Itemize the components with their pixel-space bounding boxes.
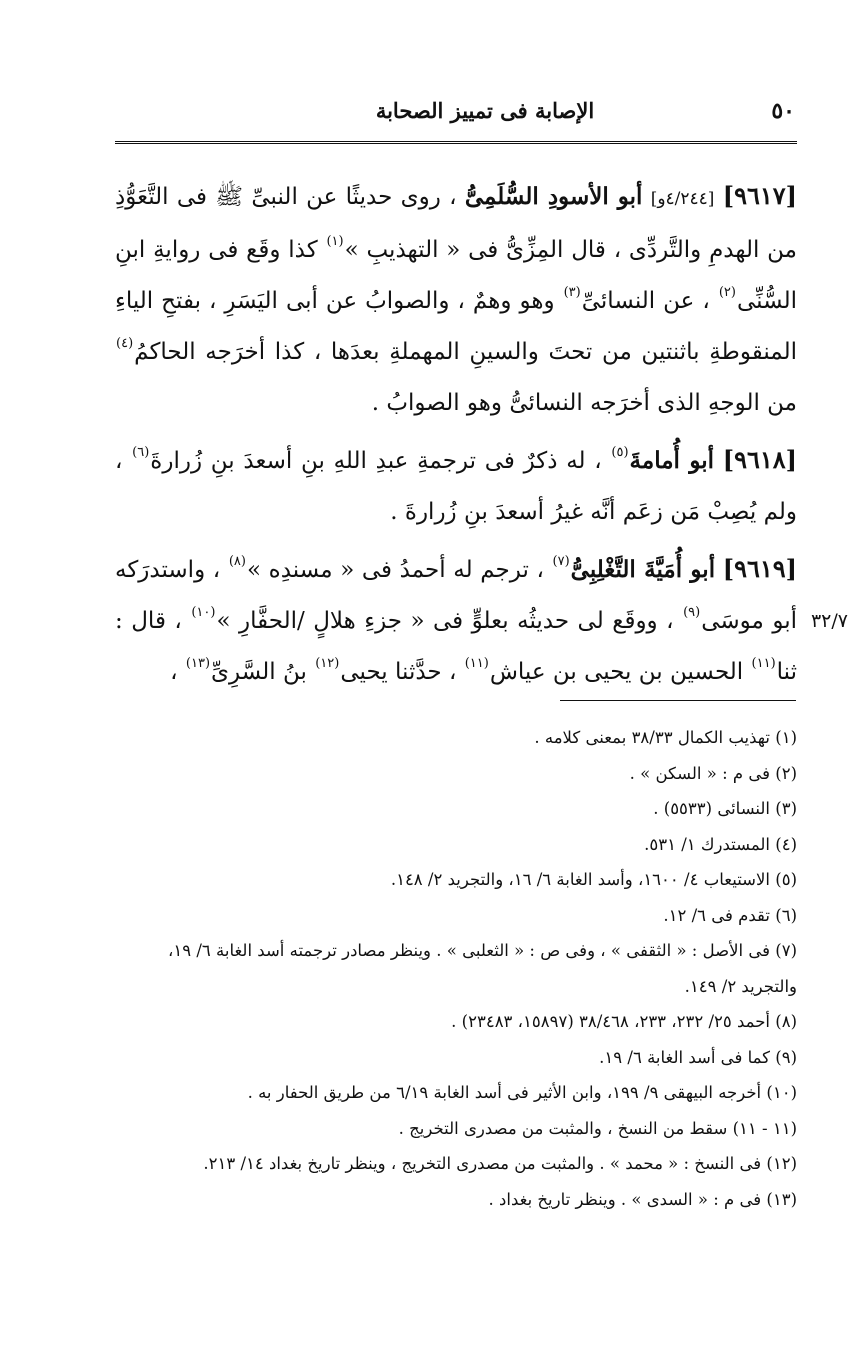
footnote: (٣) النسائى (٥٥٣٣) . (653, 799, 797, 818)
entry-name: أبو أُمامةَ (629, 447, 714, 474)
header-rule (115, 141, 797, 144)
entry-name: أبو أُمَيَّةَ التَّغْلِبِىُّ (570, 556, 716, 583)
entry-text: الحسين بن يحيى بن عياش (489, 659, 744, 685)
entry-9619 (115, 543, 797, 698)
footnote-rule (560, 700, 796, 701)
footnote: (١) تهذيب الكمال ٣٨/٣٣ بمعنى كلامه . (534, 728, 797, 747)
entry-text: بنُ السَّرِىِّ (211, 659, 307, 685)
margin-note: ٣٢/٧ (810, 610, 848, 632)
entry-text: ، روى حديثًا عن النبىِّ ﷺ فى التَّعَوُّذِ من الهدمِ والتَّردِّى ، قال المِزِّىُّ فى « التهذيبِ » (115, 184, 797, 263)
footnote-marker[interactable]: (٧) (552, 554, 570, 569)
entry-text: ، عن النسائىِّ (581, 288, 710, 314)
footnote-marker[interactable]: (٤) (116, 336, 134, 351)
page-header (115, 92, 795, 140)
entry-9618 (115, 434, 797, 538)
manuscript-ref: [٤/٢٤٤و] (650, 189, 715, 209)
footnote-marker[interactable]: (١١) (464, 656, 489, 671)
footnote: (٧) فى الأصل : « الثقفى » ، وفى ص : « الثعلبى » . وينظر مصادر ترجمته أسد الغابة ٦/ ١٩، والتجريد ٢/ ١٤٩. (168, 941, 797, 996)
footnote: (٤) المستدرك ١/ ٥٣١. (644, 834, 797, 854)
entry-text: ، ووقَع لى حديثُه بعلوٍّ فى « جزءِ هلالٍ /الحفَّارِ » (216, 608, 674, 634)
entry-text: ، قال : ثنا (115, 608, 797, 685)
page-number: ٥٠ (771, 98, 795, 124)
entry-text: ، (170, 659, 178, 685)
footnote-marker[interactable]: (٨) (228, 554, 246, 569)
entry-number: [٩٦١٨] (722, 445, 797, 474)
footnote: (١٢) فى النسخ : « محمد » . والمثبت من مصدرى التخريج ، وينظر تاريخ بغداد ١٤/ ٢١٣. (203, 1154, 797, 1173)
footnote: (٥) الاستيعاب ٤/ ١٦٠٠، وأسد الغابة ٦/ ١٦، والتجريد ٢/ ١٤٨. (390, 870, 797, 889)
footnote-marker[interactable]: (١) (326, 234, 344, 249)
entry-text: ، ترجم له أحمدُ فى « مسندِه » (246, 557, 544, 583)
footnotes (115, 720, 797, 1217)
footnote-marker[interactable]: (١٣) (185, 656, 211, 671)
footnote-marker[interactable]: (١٠) (191, 605, 216, 620)
footnote: (٩) كما فى أسد الغابة ٦/ ١٩. (599, 1047, 797, 1067)
entry-text: ، واستدرَكه أبو موسَى (115, 557, 797, 634)
entry-number: [٩٦١٩] (722, 554, 798, 583)
footnote: (١٠) أخرجه البيهقى ٩/ ١٩٩، وابن الأثير فى أسد الغابة ٦/١٩ من طريق الحفار به . (247, 1083, 797, 1102)
entry-text: ، حدَّثنا يحيى (340, 659, 457, 685)
footnote: (١٣) فى م : « السدى » . وينظر تاريخ بغداد . (488, 1189, 797, 1209)
main-text (115, 170, 797, 703)
entry-text: من الوجهِ الذى أخرَجه النسائىُّ وهو الصوابُ . (371, 390, 797, 416)
footnote-marker[interactable]: (١١) (751, 656, 776, 671)
entry-number: [٩٦١٧] (722, 181, 798, 210)
entry-9617 (115, 170, 797, 429)
entry-text: ، ولم يُصِبْ مَن زعَم أنَّه غيرُ أسعدَ بنِ زُرارةَ . (115, 448, 797, 525)
footnote-marker[interactable]: (١٢) (315, 656, 340, 671)
running-title: الإصابة فى تمييز الصحابة (375, 98, 595, 123)
entry-text: كذا وقَع فى روايةِ ابنِ السُّنِّى (115, 237, 797, 314)
footnote-marker[interactable]: (٥) (611, 445, 629, 460)
entry-text: وهو وهمٌ ، والصوابُ عن أبى اليَسَرِ ، بفتحِ الياءِ المنقوطةِ باثنتين من تحتَ والسينِ المهملةِ بعدَها ، كذا أخرَجه الحاكمُ (115, 288, 797, 365)
footnote: (٨) أحمد ٢٥/ ٢٣٢، ٢٣٣، ٣٨/٤٦٨ (١٥٨٩٧، ٢٣٤٨٣) . (451, 1012, 797, 1031)
footnote-marker[interactable]: (٦) (132, 445, 150, 460)
footnote-marker[interactable]: (٢) (718, 285, 736, 300)
footnote-marker[interactable]: (٩) (683, 605, 701, 620)
entry-name: أبو الأسودِ السُّلَمِىُّ (464, 183, 643, 210)
entry-text: ، له ذكرٌ فى ترجمةِ عبدِ اللهِ بنِ أسعدَ بنِ زُرارةَ (150, 448, 602, 474)
footnote: (٦) تقدم فى ٦/ ١٢. (663, 905, 797, 925)
footnote-marker[interactable]: (٣) (563, 285, 581, 300)
footnote: (٢) فى م : « السكن » . (629, 763, 797, 783)
footnote: (١١ - ١١) سقط من النسخ ، والمثبت من مصدرى التخريج . (398, 1118, 797, 1138)
